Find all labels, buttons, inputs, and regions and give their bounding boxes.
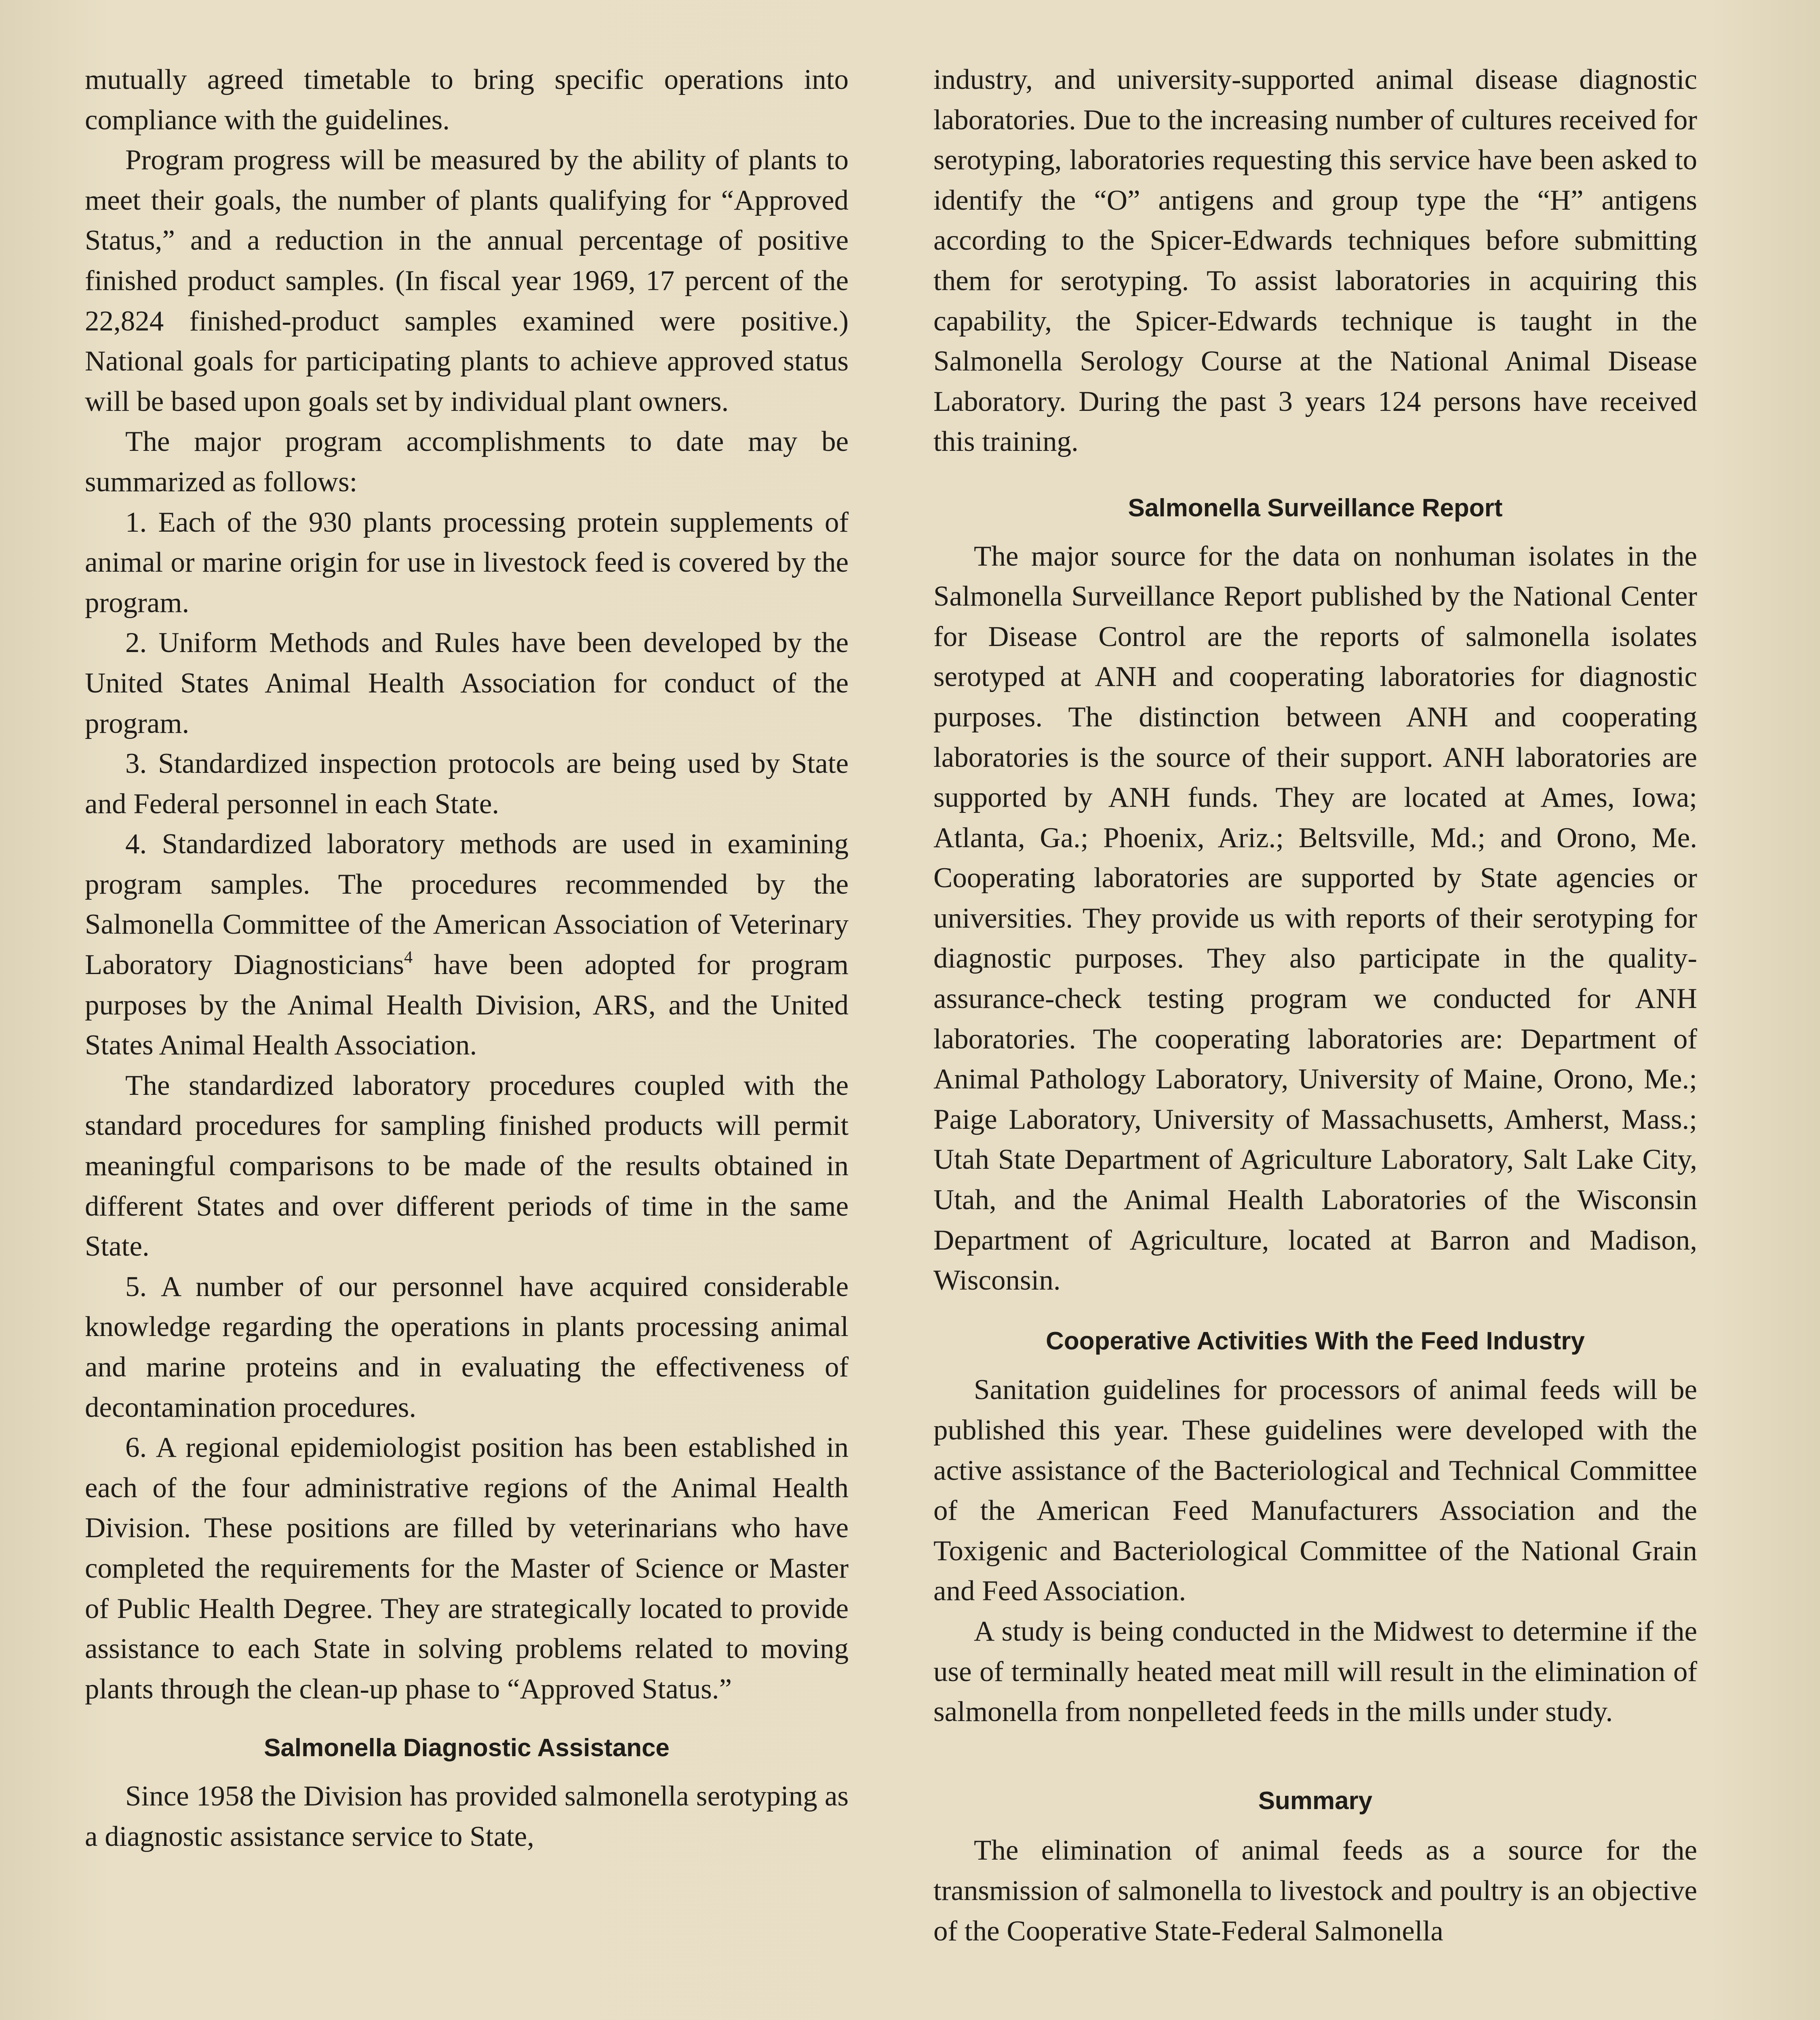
left-column bbox=[85, 60, 849, 1857]
list-item: 2. Uniform Methods and Rules have been developed by the United States Animal Health Association for conduct of the program. bbox=[85, 627, 849, 739]
paragraph: industry, and university-supported animal disease diagnostic laboratories. Due to the increasing number of cultures received for serotyping, laboratories requesting this service have been asked to identify the “O” antigens and group type the “H” antigens according to the Spicer-Edwards techniques before submitting them for serotyping. To assist laboratories in acquiring this capability, the Spicer-Edwards technique is taught in the Salmonella Serology Course at the National Animal Disease Laboratory. During the past 3 years 124 persons have received this training. bbox=[933, 64, 1697, 458]
section-heading: Salmonella Surveillance Report bbox=[1128, 494, 1503, 522]
section-heading: Salmonella Diagnostic Assistance bbox=[264, 1734, 670, 1762]
list-item: 5. A number of our personnel have acquired considerable knowledge regarding the operations in plants processing animal and marine proteins and in evaluating the effectiveness of decontamination procedures. bbox=[85, 1271, 849, 1423]
paragraph: The elimination of animal feeds as a source for the transmission of salmonella to livestock and poultry is an objective of the Cooperative State-Federal Salmonella bbox=[933, 1835, 1697, 1947]
list-item bbox=[85, 824, 849, 1066]
section-heading: Summary bbox=[1258, 1786, 1373, 1815]
paragraph: Since 1958 the Division has provided salmonella serotyping as a diagnostic assistance service to State, bbox=[85, 1780, 849, 1852]
list-item: 1. Each of the 930 plants processing protein supplements of animal or marine origin for use in livestock feed is covered by the program. bbox=[85, 506, 849, 619]
list-item-text: 4. Standardized laboratory methods are used in examining program samples. The procedures recommended by the Salmonella Committee of the American Association of Veterinary Laboratory Diagnosticians bbox=[85, 828, 849, 981]
footnote-reference: 4 bbox=[404, 948, 413, 967]
list-item-text: have been adopted for program purposes by the Animal Health Division, ARS, and the United States Animal Health Association. bbox=[85, 949, 849, 1061]
paragraph: A study is being conducted in the Midwest to determine if the use of terminally heated meat mill will result in the elimination of salmonella from nonpelleted feeds in the mills under study. bbox=[933, 1615, 1697, 1728]
section-heading: Cooperative Activities With the Feed Industry bbox=[1046, 1327, 1585, 1355]
paragraph: mutually agreed timetable to bring specific operations into compliance with the guidelines. bbox=[85, 64, 849, 136]
list-item: 6. A regional epidemiologist position has been established in each of the four administrative regions of the Animal Health Division. These positions are filled by veterinarians who have completed the requirements for the Master of Science or Master of Public Health Degree. They are strategically located to provide assistance to each State in solving problems related to moving plants through the clean-up phase to “Approved Status.” bbox=[85, 1432, 849, 1705]
paragraph: Program progress will be measured by the ability of plants to meet their goals, the number of plants qualifying for “Approved Status,” and a reduction in the annual percentage of positive finished product samples. (In fiscal year 1969, 17 percent of the 22,824 finished-product samples examined were positive.) National goals for participating plants to achieve approved status will be based upon goals set by individual plant owners. bbox=[85, 144, 849, 417]
paragraph: Sanitation guidelines for processors of animal feeds will be published this year. These guidelines were developed with the active assistance of the Bacteriological and Technical Committee of the American Feed Manufacturers Association and the Toxigenic and Bacteriological Committee of the National Grain and Feed Association. bbox=[933, 1374, 1697, 1607]
paragraph: The major program accomplishments to date may be summarized as follows: bbox=[85, 426, 849, 498]
paragraph: The major source for the data on nonhuman isolates in the Salmonella Surveillance Report published by the National Center for Disease Control are the reports of salmonella isolates serotyped at ANH and cooperating laboratories for diagnostic purposes. The distinction between ANH and cooperating laboratories is the source of their support. ANH laboratories are supported by ANH funds. They are located at Ames, Iowa; Atlanta, Ga.; Phoenix, Ariz.; Beltsville, Md.; and Orono, Me. Cooperating laboratories are supported by State agencies or universities. They provide us with reports of their serotyping for diagnostic purposes. They also participate in the quality-assurance-check testing program we conducted for ANH laboratories. The cooperating laboratories are: Department of Animal Pathology Laboratory, University of Maine, Orono, Me.; Paige Laboratory, University of Massachusetts, Amherst, Mass.; Utah State Department of Agriculture Laboratory, Salt Lake City, Utah, and the Animal Health Laboratories of the Wisconsin Department of Agriculture, located at Barron and Madison, Wisconsin. bbox=[933, 540, 1697, 1296]
right-column bbox=[933, 60, 1697, 1951]
list-item: 3. Standardized inspection protocols are being used by State and Federal personnel in each State. bbox=[85, 748, 849, 820]
paragraph: The standardized laboratory procedures coupled with the standard procedures for sampling finished products will permit meaningful comparisons to be made of the results obtained in different States and over different periods of time in the same State. bbox=[85, 1069, 849, 1262]
